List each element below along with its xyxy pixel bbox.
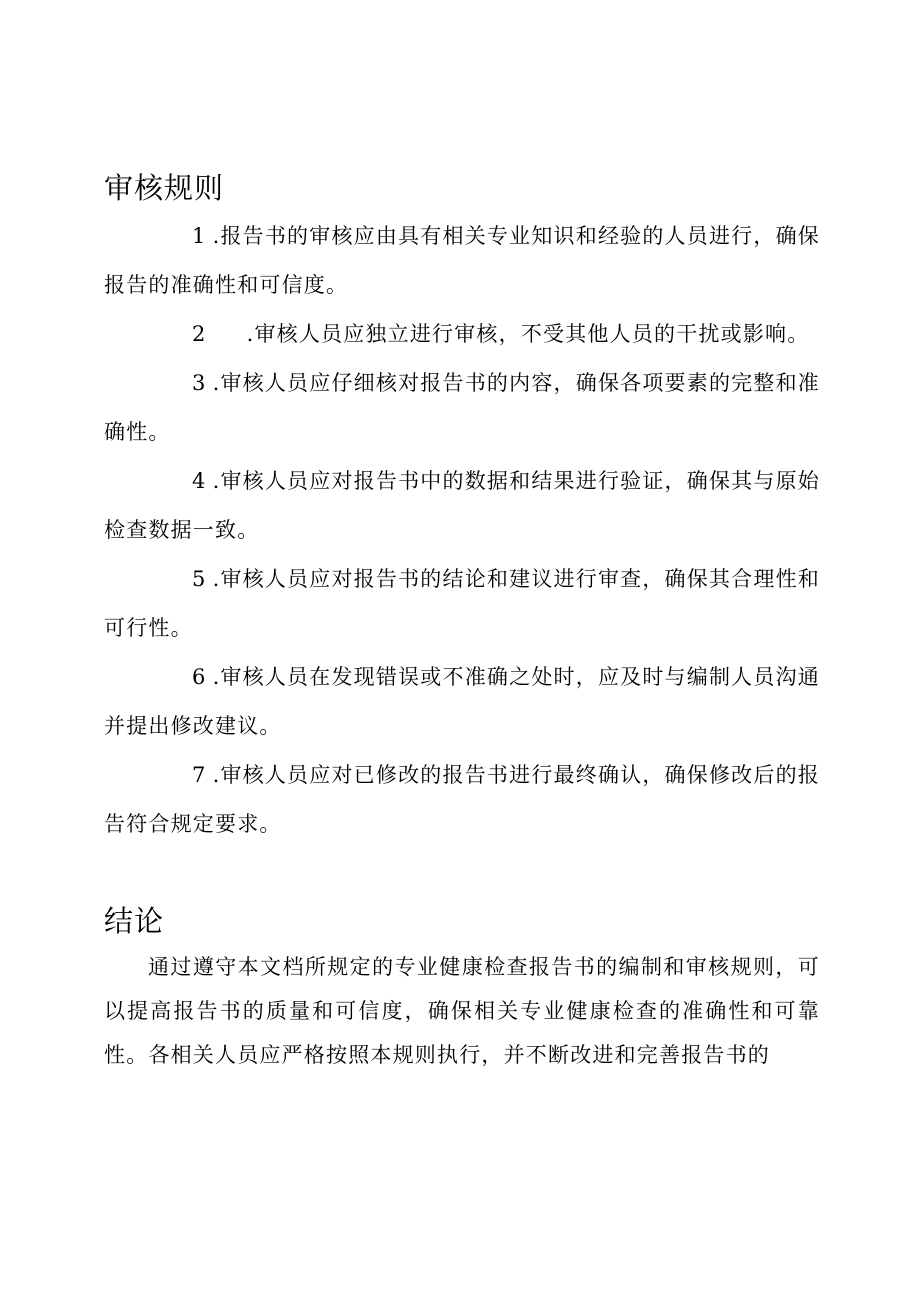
- review-rule-text: .审核人员应对报告书中的数据和结果进行验证，确保其与原始检查数据一致。: [104, 469, 820, 542]
- review-rule-text: .审核人员应对报告书的结论和建议进行审查，确保其合理性和可行性。: [104, 567, 820, 640]
- review-rule-item: [104, 310, 820, 359]
- review-rule-text: .审核人员应仔细核对报告书的内容，确保各项要素的完整和准确性。: [104, 371, 820, 444]
- review-rule-number: 1: [192, 224, 207, 248]
- review-rule-text: .审核人员应独立进行审核，不受其他人员的干扰或影响。: [246, 322, 810, 346]
- review-rule-number: 3: [192, 371, 207, 395]
- review-rule-number: 5: [192, 567, 207, 591]
- review-rule-text: .报告书的审核应由具有相关专业知识和经验的人员进行，确保报告的准确性和可信度。: [104, 224, 820, 297]
- review-rule-item: [104, 359, 820, 457]
- review-rule-item: [104, 751, 820, 849]
- review-rule-item: [104, 212, 820, 310]
- review-rule-number: 4: [192, 469, 207, 493]
- review-rule-number: 7: [192, 763, 207, 787]
- review-rule-number: 6: [192, 665, 207, 689]
- review-rule-item: [104, 457, 820, 555]
- conclusion-heading: 结论: [104, 904, 165, 938]
- review-rules-heading: 审核规则: [104, 171, 225, 205]
- review-rule-item: [104, 555, 820, 653]
- review-rule-text: .审核人员应对已修改的报告书进行最终确认，确保修改后的报告符合规定要求。: [104, 763, 820, 836]
- conclusion-paragraph: 通过遵守本文档所规定的专业健康检查报告书的编制和审核规则，可以提高报告书的质量和可信度，确保相关专业健康检查的准确性和可靠性。各相关人员应严格按照本规则执行，并不断改进和完善报告书的: [104, 955, 820, 1067]
- review-rule-number: 2: [192, 322, 207, 346]
- section-spacer: [104, 849, 820, 901]
- document-content: [104, 168, 820, 1077]
- review-rule-text: .审核人员在发现错误或不准确之处时，应及时与编制人员沟通并提出修改建议。: [104, 665, 820, 738]
- review-rule-item: [104, 653, 820, 751]
